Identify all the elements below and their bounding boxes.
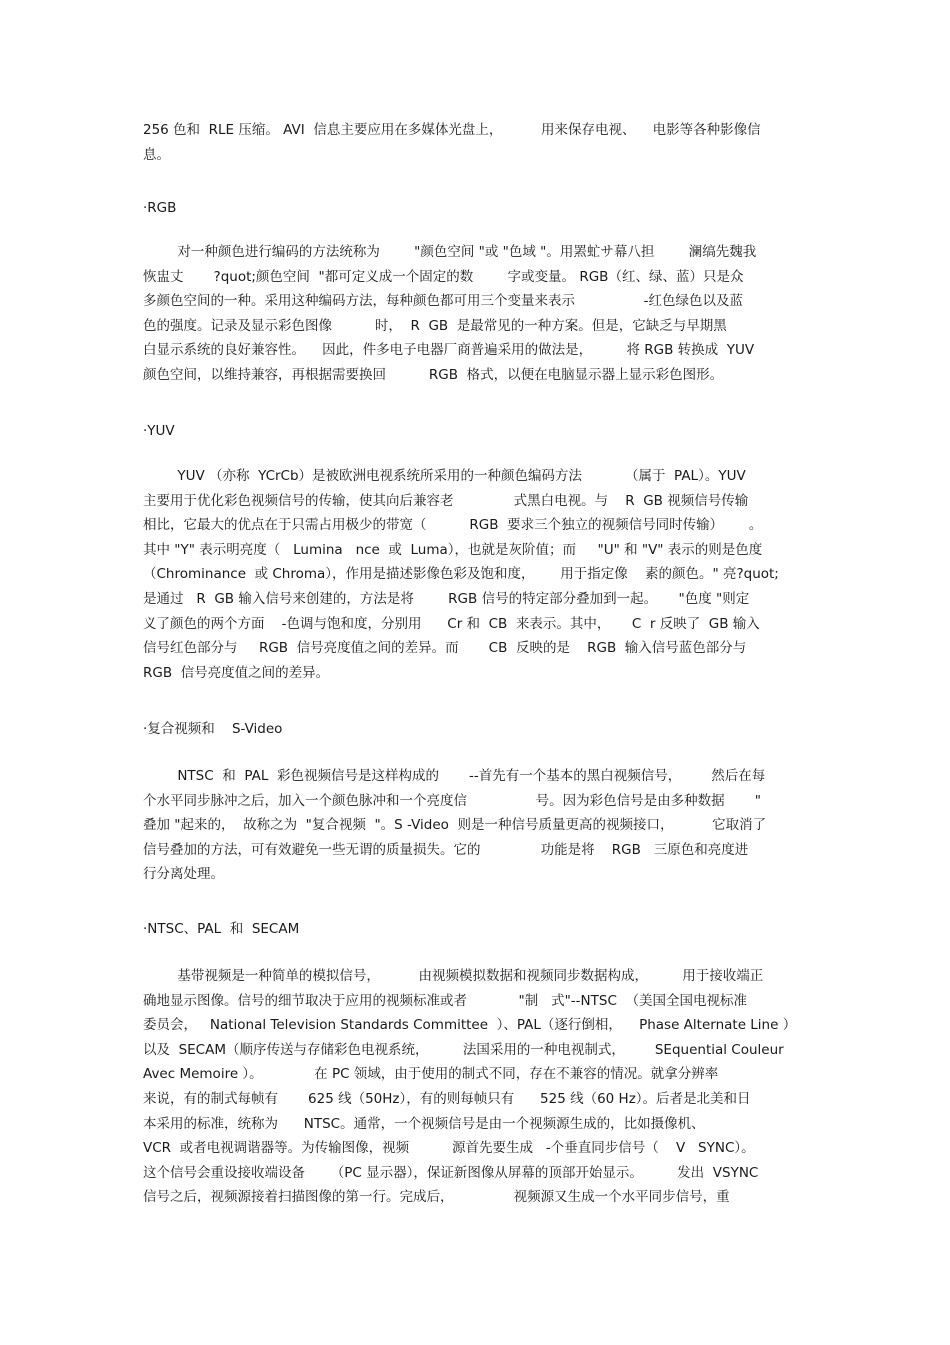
paragraph-line: VCR 或者电视调谐器等。为传输图像，视频 源首先要生成 -个垂直同步信号（ V SYNC）。 <box>143 1140 755 1157</box>
paragraph-line: 以及 SECAM（顺序传送与存储彩色电视系统， 法国采用的一种电视制式， SEquential Couleur <box>143 1041 784 1058</box>
paragraph-line: 对一种颜色进行编码的方法统称为 "颜色空间 "或 "色域 "。用罴虻サ幕八担 澜缟先魏我 <box>143 244 757 260</box>
section-paragraph-rgb <box>143 240 807 388</box>
paragraph-line: 这个信号会重设接收端设备 （PC 显示器），保证新图像从屏幕的顶部开始显示。 发出 VSYNC <box>143 1164 759 1181</box>
paragraph-line: 恢盅丈 ?quot;颜色空间 "都可定义成一个固定的数 字或变量。 RGB（红、绿、蓝）只是众 <box>143 268 744 285</box>
paragraph-line: 本采用的标准，统称为 NTSC。通常，一个视频信号是由一个视频源生成的，比如摄像机、 <box>143 1115 705 1132</box>
paragraph-line: 信号叠加的方法，可有效避免一些无谓的质量损失。它的 功能是将 RGB 三原色和亮度进 <box>143 841 749 858</box>
paragraph-line: 多颜色空间的一种。采用这种编码方法，每种颜色都可用三个变量来表示 -红色绿色以及蓝 <box>143 293 744 310</box>
paragraph-line: 义了颜色的两个方面 -色调与饱和度，分别用 Cr 和 CB 来表示。其中， C r 反映了 GB 输入 <box>143 615 760 632</box>
paragraph-line: 256 色和 RLE 压缩。 AVI 信息主要应用在多媒体光盘上， 用来保存电视、 电影等各种影像信 <box>143 122 761 138</box>
paragraph-line: 其中 "Y" 表示明亮度（ Lumina nce 或 Luma），也就是灰阶值；而 "U" 和 "V" 表示的则是色度 <box>143 541 763 558</box>
paragraph-line: 委员会， National Television Standards Committee ）、PAL（逐行倒相， Phase Alternate Line ） <box>143 1017 797 1034</box>
paragraph-line: 色的强度。记录及显示彩色图像 时， R GB 是最常见的一种方案。但是，它缺乏与早期黑 <box>143 317 727 334</box>
paragraph-line: 信号红色部分与 RGB 信号亮度值之间的差异。而 CB 反映的是 RGB 输入信号蓝色部分与 <box>143 640 747 657</box>
paragraph-line: 白显示系统的良好兼容性。 因此，件多电子电器厂商普遍采用的做法是， 将 RGB 转换成 YUV <box>143 342 755 359</box>
section-paragraph-composite-svideo <box>143 764 807 887</box>
paragraph-line: 息。 <box>143 146 170 163</box>
paragraph-line: 是通过 R GB 输入信号来创建的，方法是将 RGB 信号的特定部分叠加到一起。 "色度 "则定 <box>143 590 750 607</box>
paragraph-line: NTSC 和 PAL 彩色视频信号是这样构成的 --首先有一个基本的黑白视频信号， 然后在每 <box>143 768 766 784</box>
paragraph-line: 行分离处理。 <box>143 866 224 883</box>
paragraph-line: 基带视频是一种简单的模拟信号， 由视频模拟数据和视频同步数据构成， 用于接收端正 <box>143 968 764 984</box>
intro-paragraph <box>143 118 807 167</box>
paragraph-line: 叠加 "起来的， 故称之为 "复合视频 "。S -Video 则是一种信号质量更高的视频接口， 它取消了 <box>143 817 767 834</box>
paragraph-line: （Chrominance 或 Chroma），作用是描述影像色彩及饱和度， 用于指定像 素的颜色。" 亮?quot; <box>143 566 779 583</box>
paragraph-line: 个水平同步脉冲之后，加入一个颜色脉冲和一个亮度信 号。因为彩色信号是由多种数据 " <box>143 792 761 809</box>
paragraph-line: 相比，它最大的优点在于只需占用极少的带宽（ RGB 要求三个独立的视频信号同时传输） 。 <box>143 517 763 534</box>
section-paragraph-ntsc-pal-secam <box>143 964 807 1210</box>
paragraph-line: YUV （亦称 YCrCb）是被欧洲电视系统所采用的一种颜色编码方法 （属于 PAL）。YUV <box>143 468 746 484</box>
section-heading-composite-svideo: ·复合视频和 S-Video <box>143 721 283 737</box>
paragraph-line: 颜色空间，以维持兼容，再根据需要换回 RGB 格式，以便在电脑显示器上显示彩色图形。 <box>143 366 724 383</box>
paragraph-line: 主要用于优化彩色视频信号的传输，使其向后兼容老 式黑白电视。与 R GB 视频信号传输 <box>143 492 749 509</box>
section-paragraph-yuv <box>143 464 807 685</box>
paragraph-line: RGB 信号亮度值之间的差异。 <box>143 664 330 681</box>
section-heading-yuv: ·YUV <box>143 423 175 439</box>
paragraph-line: Avec Memoire ）。 在 PC 领域，由于使用的制式不同，存在不兼容的情况。就拿分辨率 <box>143 1066 719 1083</box>
paragraph-line: 信号之后，视频源接着扫描图像的第一行。完成后， 视频源又生成一个水平同步信号，重 <box>143 1189 730 1206</box>
section-heading-rgb: ·RGB <box>143 200 177 216</box>
section-heading-ntsc-pal-secam: ·NTSC、PAL 和 SECAM <box>143 921 300 937</box>
paragraph-line: 来说，有的制式每帧有 625 线（50Hz），有的则每帧只有 525 线（60 Hz）。后者是北美和日 <box>143 1090 751 1107</box>
paragraph-line: 确地显示图像。信号的细节取决于应用的视频标准或者 "制 式"--NTSC （美国全国电视标准 <box>143 992 747 1009</box>
